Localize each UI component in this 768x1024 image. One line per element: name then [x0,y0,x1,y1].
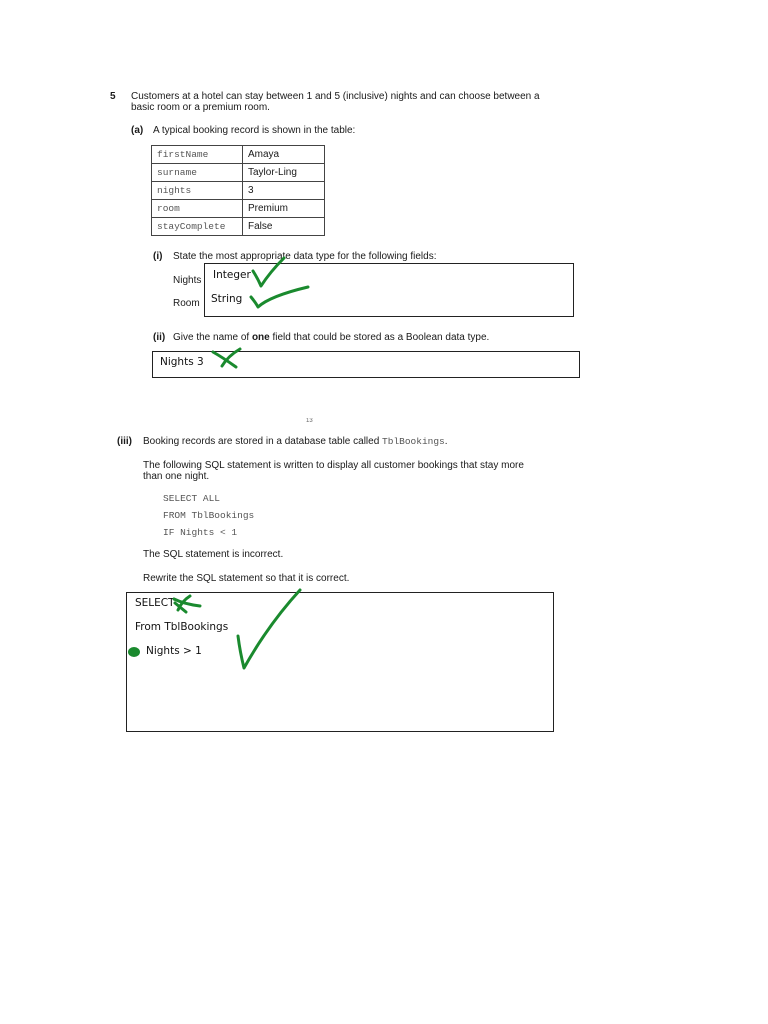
question-number: 5 [110,91,116,102]
part-i-label: (i) [153,251,163,262]
answer-sql-line: SELECT [135,597,175,609]
answer-sql-line: Nights > 1 [146,645,202,657]
part-a-label: (a) [131,125,144,136]
nights-label: Nights [173,275,202,286]
part-iii-text2-line1: The following SQL statement is written to display all customer bookings that stay more [143,460,524,471]
table-name-code: TblBookings [382,436,445,447]
field-value: False [243,218,325,236]
sql-line: FROM TblBookings [163,510,255,521]
part-ii-text-end: field that could be stored as a Boolean data type. [269,332,490,343]
question-intro-line1: Customers at a hotel can stay between 1 and 5 (inclusive) nights and can choose between a [131,91,540,102]
field-name: stayComplete [152,218,243,236]
tick-icon [253,258,284,286]
bullet-mark [128,647,140,657]
question-intro-line2: basic room or a premium room. [131,102,270,113]
part-i-text: State the most appropriate data type for the following fields: [173,251,437,262]
room-label: Room [173,298,200,309]
field-name: room [152,200,243,218]
part-a-text: A typical booking record is shown in the table: [153,125,356,136]
field-name: firstName [152,146,243,164]
field-value: Taylor-Ling [243,164,325,182]
part-iii-text1-end: . [444,436,448,447]
part-ii-text-start: Give the name of [173,332,252,343]
field-name: surname [152,164,243,182]
answer-room-type: String [211,293,243,305]
part-ii-label: (ii) [153,332,166,343]
page-number-fragment: 13 [306,418,313,422]
tick-icon [238,590,300,668]
part-iii-text4: Rewrite the SQL statement so that it is correct. [143,573,350,584]
sql-line: IF Nights < 1 [163,527,238,538]
cross-icon [213,349,240,367]
part-ii-text-bold: one [251,332,270,343]
cross-icon [174,596,200,612]
answer-sql-line: From TblBookings [135,621,229,633]
field-value: Amaya [243,146,325,164]
field-value: Premium [243,200,325,218]
sql-line: SELECT ALL [163,493,221,504]
answer-boolean-field: Nights 3 [160,356,204,368]
part-iii-text1-start: Booking records are stored in a database table called [143,436,383,447]
tick-icon [251,287,308,307]
answer-nights-type: Integer [213,269,251,281]
part-iii-text2-line2: than one night. [143,471,210,482]
part-iii-label: (iii) [117,436,132,447]
field-value: 3 [243,182,325,200]
part-iii-text3: The SQL statement is incorrect. [143,549,284,560]
field-name: nights [152,182,243,200]
